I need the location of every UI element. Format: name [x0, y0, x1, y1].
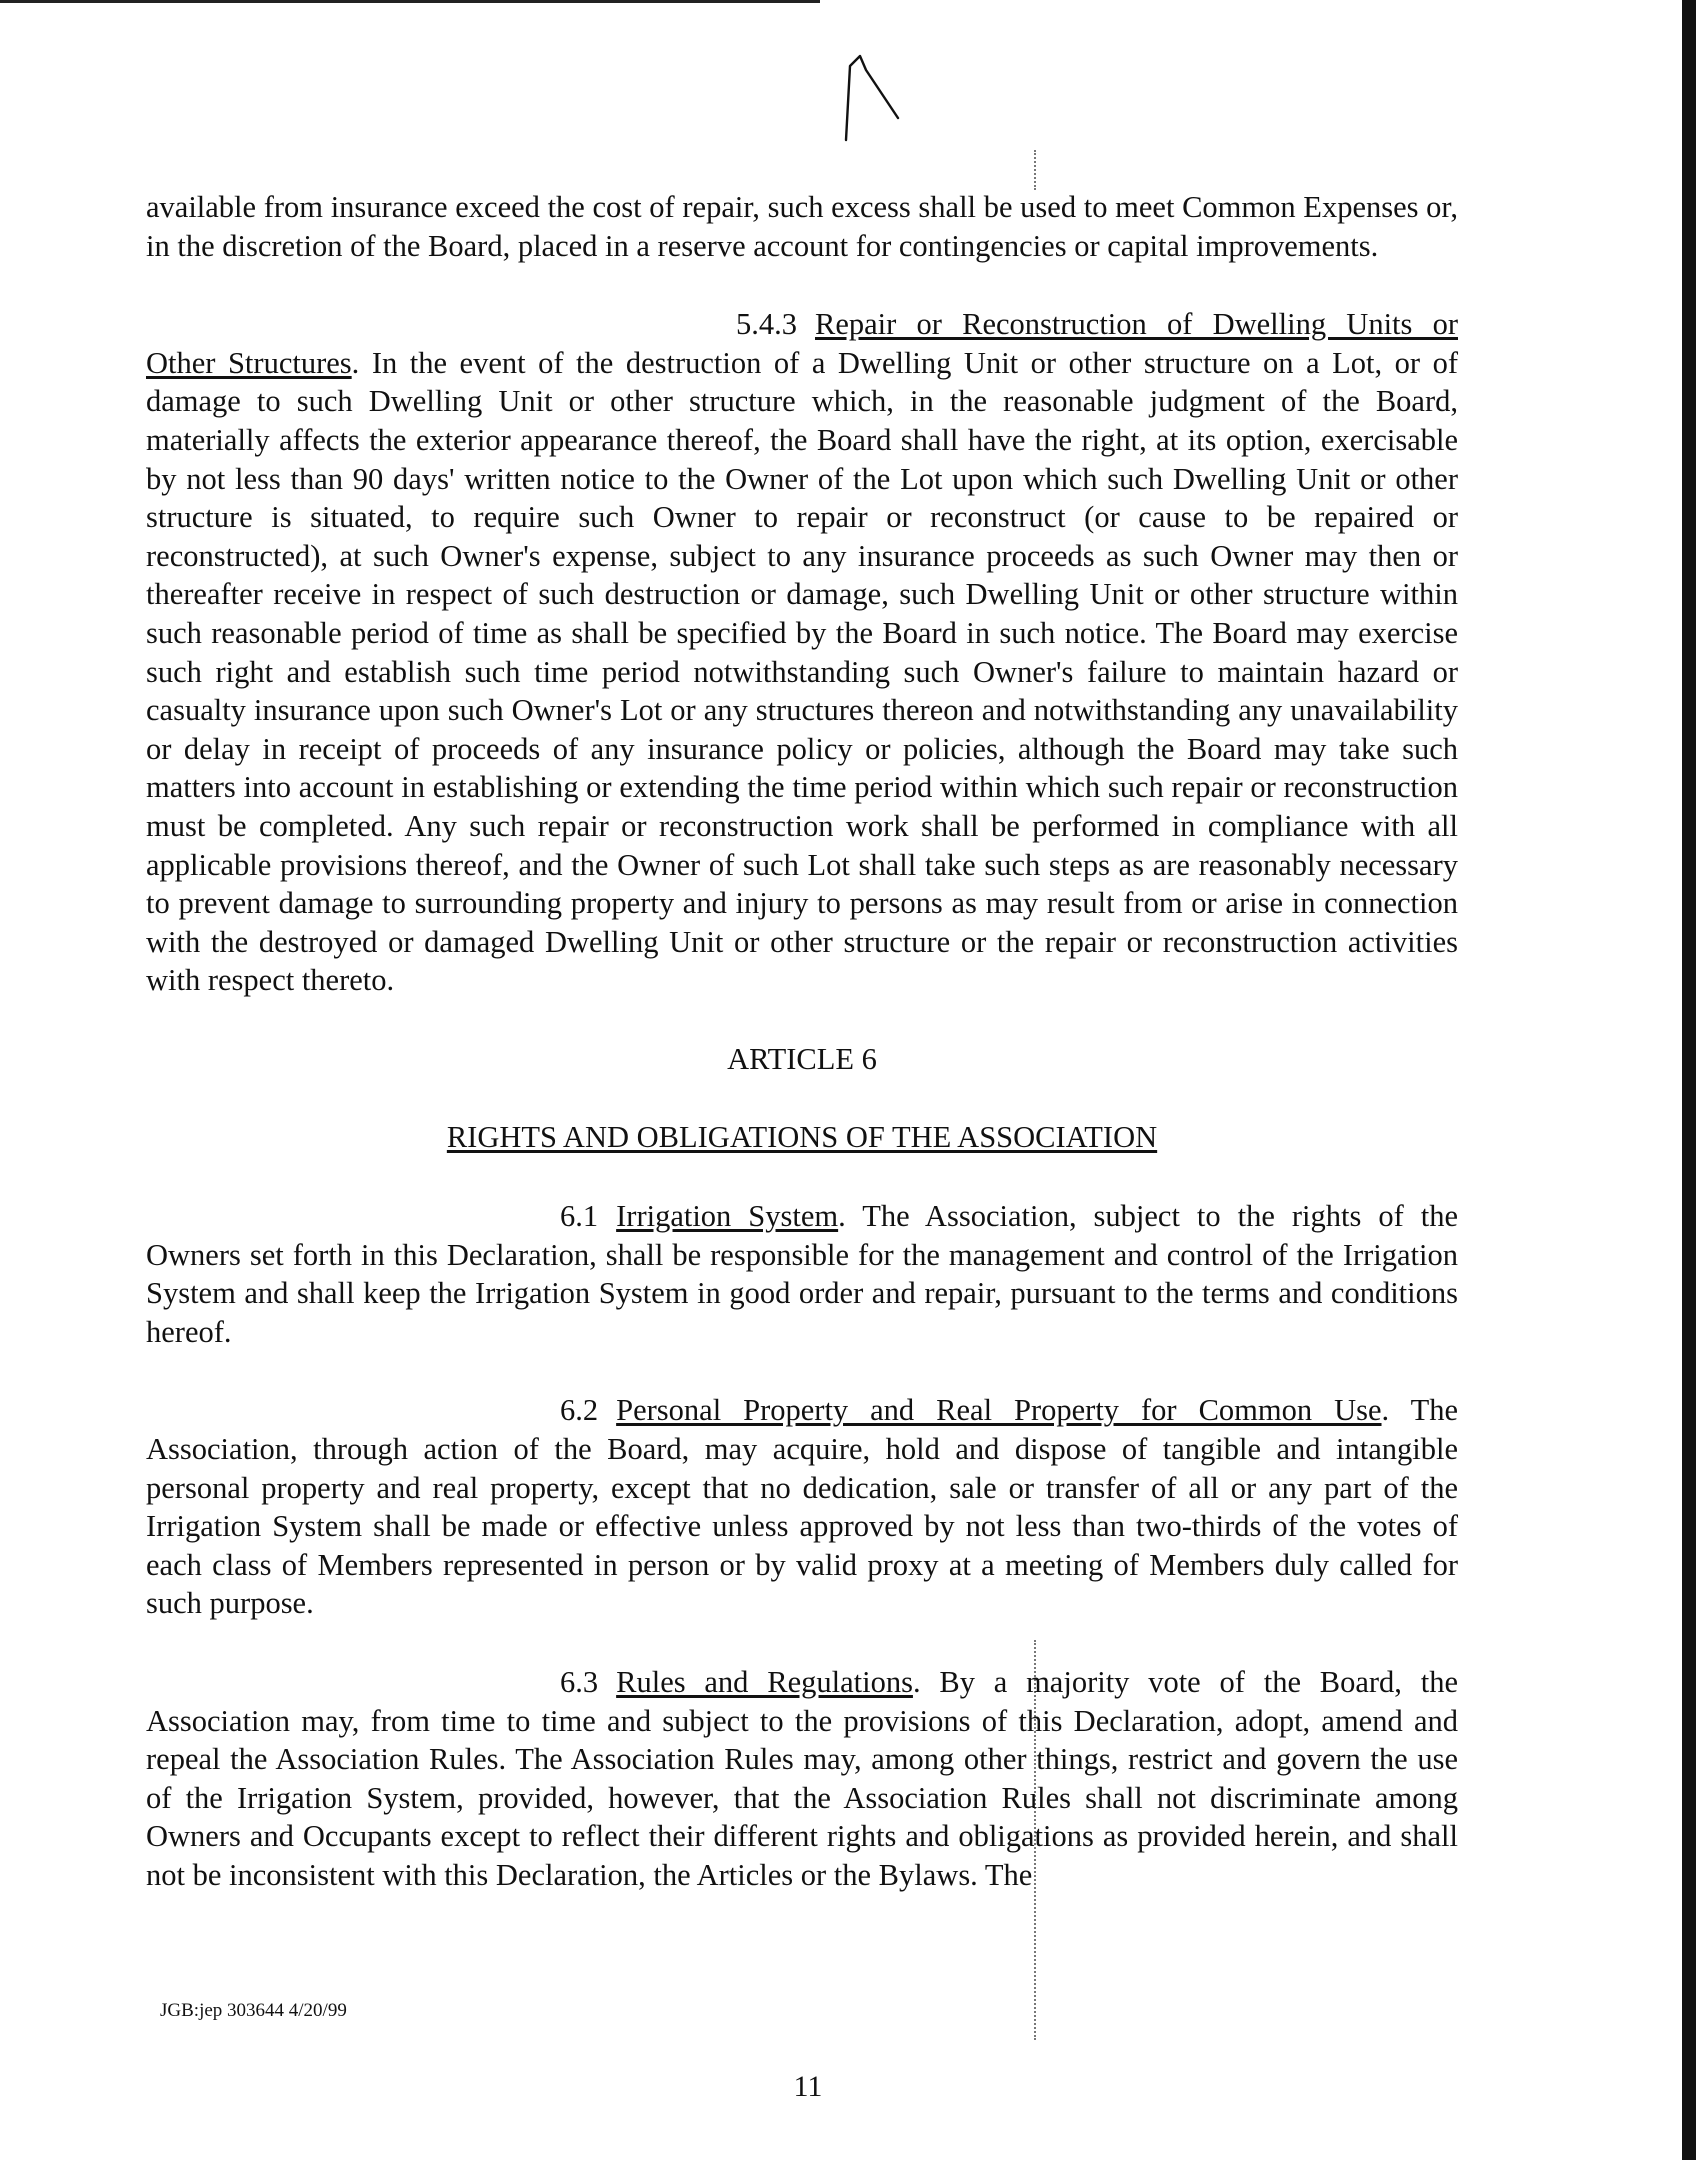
- section-heading: Rules and Regulations: [616, 1665, 913, 1699]
- scan-dotted-line: [1034, 150, 1036, 190]
- page-number: 11: [793, 2070, 823, 2103]
- section-heading: Personal Property and Real Property for Common Use: [616, 1393, 1382, 1428]
- section-body: By a majority vote of the Board, the Association may, from time to time and subject to the provisions of this Declaration, adopt, amend and repeal the Association Rules. The Association Rules may, among other things, restrict and govern the use of the Irrigation System, provided, however, that the Association Rules shall not discriminate among Owners and Occupants except to reflect their different rights and obligations as provided herein, and shall not be inconsistent with this Declaration, the Articles or the Bylaws. The: [146, 1665, 1458, 1892]
- handwritten-letter-mark: [838, 48, 908, 148]
- section-6-3: 6.3 Rules and Regulations. By a majority vote of the Board, the Association may, from time to time and subject to the provisions of this Declaration, adopt, amend and repeal the Association Rules. The Association Rules may, among other things, restrict and govern the use of the Irrigation System, provided, however, that the Association Rules shall not discriminate among Owners and Occupants except to reflect their different rights and obligations as provided herein, and shall not be inconsistent with this Declaration, the Articles or the Bylaws. The: [146, 1665, 1458, 1892]
- article-subtitle: RIGHTS AND OBLIGATIONS OF THE ASSOCIATION: [446, 1120, 1158, 1155]
- section-number: 5.4.3: [736, 307, 797, 342]
- section-6-2: 6.2 Personal Property and Real Property for Common Use. The Association, through action of the Board, may acquire, hold and dispose of tangible and intangible personal property and real property, except that no dedication, sale or transfer of all or any part of the Irrigation System shall be made or effective unless approved by not less than two-thirds of the votes of each class of Members represented in person or by valid proxy at a meeting of Members duly called for such purpose.: [146, 1393, 1458, 1621]
- section-heading: Irrigation System: [616, 1199, 839, 1234]
- section-body: In the event of the destruction of a Dwelling Unit or other structure on a Lot, or of damage to such Dwelling Unit or other structure which, in the reasonable judgment of the Board, materially affects the exterior appearance thereof, the Board shall have the right, at its option, exercisable by not less than 90 days' written notice to the Owner of the Lot upon which such Dwelling Unit or other structure is situated, to require such Owner to repair or reconstruct (or cause to be repaired or reconstructed), at such Owner's expense, subject to any insurance proceeds as such Owner may then or thereafter receive in respect of such destruction or damage, such Dwelling Unit or other structure within such reasonable period of time as shall be specified by the Board in such notice. The Board may exercise such right and establish such time period notwithstanding such Owner's failure to maintain hazard or casualty insurance upon such Owner's Lot or any structures thereon and notwithstanding any unavailability or delay in receipt of proceeds of any insurance policy or policies, although the Board may take such matters into account in establishing or extending the time period within which such repair or reconstruction must be completed. Any such repair or reconstruction work shall be performed in compliance with all applicable provisions thereof, and the Owner of such Lot shall take such steps as are reasonably necessary to prevent damage to surrounding property and injury to persons as may result from or arise in connection with the destroyed or damaged Dwelling Unit or other structure or the repair or reconstruction activities with respect thereto.: [146, 345, 1458, 998]
- section-number: 6.2: [560, 1393, 599, 1428]
- section-body: The Association, through action of the Board, may acquire, hold and dispose of tangible and intangible personal property and real property, except that no dedication, sale or transfer of all or any part of the Irrigation System shall be made or effective unless approved by not less than two-thirds of the votes of each class of Members represented in person or by valid proxy at a meeting of Members duly called for such purpose.: [146, 1393, 1458, 1621]
- section-heading: Repair or Reconstruction of Dwelling Units or Other Structures: [146, 307, 1458, 380]
- section-number: 6.3: [560, 1665, 599, 1699]
- article-title: ARTICLE 6: [727, 1041, 877, 1076]
- scan-edge-top: [0, 0, 820, 3]
- scan-edge-right: [1682, 0, 1696, 2160]
- section-number: 6.1: [560, 1199, 599, 1234]
- document-id: JGB:jep 303644 4/20/99: [160, 2000, 347, 2021]
- document-body: [146, 188, 1458, 1895]
- section-6-1: 6.1 Irrigation System. The Association, subject to the rights of the Owners set forth in this Declaration, shall be responsible for the management and control of the Irrigation System and shall keep the Irrigation System in good order and repair, pursuant to the terms and conditions hereof.: [146, 1199, 1459, 1349]
- section-5-4-3: 5.4.3 Repair or Reconstruction of Dwelling Units or Other Structures. In the event of the destruction of a Dwelling Unit or other structure on a Lot, or of damage to such Dwelling Unit or other structure which, in the reasonable judgment of the Board, materially affects the exterior appearance thereof, the Board shall have the right, at its option, exercisable by not less than 90 days' written notice to the Owner of the Lot upon which such Dwelling Unit or other structure is situated, to require such Owner to repair or reconstruct (or cause to be repaired or reconstructed), at such Owner's expense, subject to any insurance proceeds as such Owner may then or thereafter receive in respect of such destruction or damage, such Dwelling Unit or other structure within such reasonable period of time as shall be specified by the Board in such notice. The Board may exercise such right and establish such time period notwithstanding such Owner's failure to maintain hazard or casualty insurance upon such Owner's Lot or any structures thereon and notwithstanding any unavailability or delay in receipt of proceeds of any insurance policy or policies, although the Board may take such matters into account in establishing or extending the time period within which such repair or reconstruction must be completed. Any such repair or reconstruction work shall be performed in compliance with all applicable provisions thereof, and the Owner of such Lot shall take such steps as are reasonably necessary to prevent damage to surrounding property and injury to persons as may result from or arise in connection with the destroyed or damaged Dwelling Unit or other structure or the repair or reconstruction activities with respect thereto.: [146, 307, 1458, 998]
- intro-paragraph: available from insurance exceed the cost of repair, such excess shall be used to meet Common Expenses or, in the discretion of the Board, placed in a reserve account for contingencies or capital improvements.: [146, 190, 1458, 263]
- section-body: The Association, subject to the rights of the Owners set forth in this Declaration, shall be responsible for the management and control of the Irrigation System and shall keep the Irrigation System in good order and repair, pursuant to the terms and conditions hereof.: [146, 1199, 1459, 1349]
